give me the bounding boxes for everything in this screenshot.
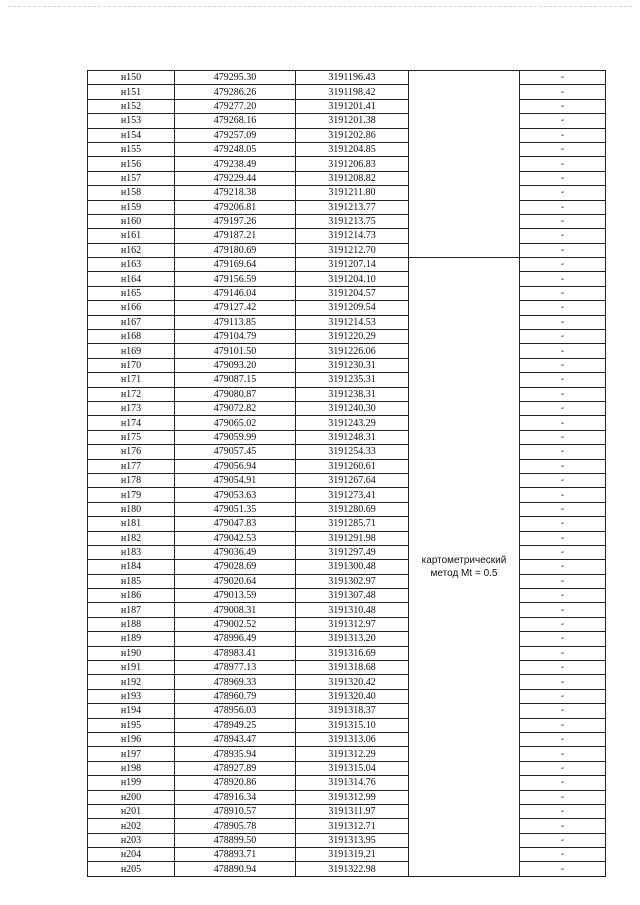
x-coordinate-cell: 478983.41 [175,646,296,660]
x-coordinate-cell: 479036.49 [175,545,296,559]
table-row [88,387,606,401]
x-coordinate-cell: 479042.53 [175,531,296,545]
x-coordinate-cell: 479047.83 [175,517,296,531]
x-coordinate-cell: 478893.71 [175,848,296,862]
point-id-cell: н162 [88,243,175,257]
method-accuracy: метод Mt = 0.5 [430,567,498,579]
table-row [88,488,606,502]
y-coordinate-cell: 3191214.73 [296,229,409,243]
y-coordinate-cell: 3191213.77 [296,200,409,214]
x-coordinate-cell: 479053.63 [175,488,296,502]
point-id-cell: н188 [88,617,175,631]
point-id-cell: н202 [88,819,175,833]
x-coordinate-cell: 479257.09 [175,128,296,142]
y-coordinate-cell: 3191313.06 [296,732,409,746]
x-coordinate-cell: 479020.64 [175,574,296,588]
point-id-cell: н159 [88,200,175,214]
point-id-cell: н158 [88,186,175,200]
y-coordinate-cell: 3191196.43 [296,71,409,85]
scan-header-line [8,6,632,9]
table-row [88,531,606,545]
x-coordinate-cell: 479072.82 [175,401,296,415]
description-cell: - [520,373,606,387]
point-id-cell: н156 [88,157,175,171]
table-row [88,114,606,128]
point-id-cell: н167 [88,315,175,329]
point-id-cell: н184 [88,560,175,574]
table-row [88,848,606,862]
description-cell: - [520,661,606,675]
y-coordinate-cell: 3191204.57 [296,286,409,300]
description-cell: - [520,704,606,718]
point-id-cell: н190 [88,646,175,660]
point-id-cell: н170 [88,358,175,372]
y-coordinate-cell: 3191280.69 [296,502,409,516]
x-coordinate-cell: 478927.89 [175,761,296,775]
x-coordinate-cell: 479008.31 [175,603,296,617]
y-coordinate-cell: 3191313.95 [296,833,409,847]
x-coordinate-cell: 479065.02 [175,416,296,430]
y-coordinate-cell: 3191318.37 [296,704,409,718]
description-cell: - [520,502,606,516]
method-name: картометрический [421,554,507,566]
x-coordinate-cell: 478996.49 [175,632,296,646]
description-cell: - [520,761,606,775]
x-coordinate-cell: 479101.50 [175,344,296,358]
table-row [88,401,606,415]
x-coordinate-cell: 478960.79 [175,689,296,703]
description-cell: - [520,286,606,300]
point-id-cell: н182 [88,531,175,545]
y-coordinate-cell: 3191285.71 [296,517,409,531]
point-id-cell: н169 [88,344,175,358]
y-coordinate-cell: 3191212.70 [296,243,409,257]
x-coordinate-cell: 479013.59 [175,589,296,603]
point-id-cell: н157 [88,171,175,185]
x-coordinate-cell: 479028.69 [175,560,296,574]
point-id-cell: н168 [88,330,175,344]
point-id-cell: н177 [88,459,175,473]
table-row [88,330,606,344]
point-id-cell: н179 [88,488,175,502]
point-id-cell: н185 [88,574,175,588]
y-coordinate-cell: 3191208.82 [296,171,409,185]
y-coordinate-cell: 3191201.41 [296,99,409,113]
description-cell: - [520,358,606,372]
y-coordinate-cell: 3191201.38 [296,114,409,128]
y-coordinate-cell: 3191202.86 [296,128,409,142]
point-id-cell: н187 [88,603,175,617]
x-coordinate-cell: 479002.52 [175,617,296,631]
table-row [88,617,606,631]
y-coordinate-cell: 3191297.49 [296,545,409,559]
description-cell: - [520,128,606,142]
table-row [88,804,606,818]
description-cell: - [520,862,606,876]
y-coordinate-cell: 3191248.31 [296,430,409,444]
y-coordinate-cell: 3191320.40 [296,689,409,703]
table-row [88,315,606,329]
description-cell: - [520,646,606,660]
y-coordinate-cell: 3191320.42 [296,675,409,689]
table-row [88,718,606,732]
point-id-cell: н201 [88,804,175,818]
point-id-cell: н189 [88,632,175,646]
y-coordinate-cell: 3191319.21 [296,848,409,862]
point-id-cell: н180 [88,502,175,516]
table-row [88,761,606,775]
point-id-cell: н199 [88,776,175,790]
point-id-cell: н198 [88,761,175,775]
x-coordinate-cell: 479229.44 [175,171,296,185]
table-row [88,258,606,272]
y-coordinate-cell: 3191313.20 [296,632,409,646]
x-coordinate-cell: 479113.85 [175,315,296,329]
y-coordinate-cell: 3191230.31 [296,358,409,372]
x-coordinate-cell: 478956.03 [175,704,296,718]
y-coordinate-cell: 3191322.98 [296,862,409,876]
description-cell: - [520,387,606,401]
point-id-cell: н165 [88,286,175,300]
x-coordinate-cell: 479295.30 [175,71,296,85]
description-cell: - [520,114,606,128]
coordinates-table-body [88,71,606,877]
point-id-cell: н181 [88,517,175,531]
description-cell: - [520,517,606,531]
y-coordinate-cell: 3191254.33 [296,445,409,459]
y-coordinate-cell: 3191315.04 [296,761,409,775]
table-row [88,732,606,746]
table-row [88,286,606,300]
y-coordinate-cell: 3191312.71 [296,819,409,833]
x-coordinate-cell: 479056.94 [175,459,296,473]
x-coordinate-cell: 478890.94 [175,862,296,876]
y-coordinate-cell: 3191311.97 [296,804,409,818]
table-row [88,675,606,689]
point-id-cell: н186 [88,589,175,603]
point-id-cell: н164 [88,272,175,286]
table-row [88,186,606,200]
y-coordinate-cell: 3191314.76 [296,776,409,790]
point-id-cell: н161 [88,229,175,243]
x-coordinate-cell: 478920.86 [175,776,296,790]
description-cell: - [520,315,606,329]
y-coordinate-cell: 3191260.61 [296,459,409,473]
description-cell: - [520,747,606,761]
x-coordinate-cell: 479087.15 [175,373,296,387]
x-coordinate-cell: 478910.57 [175,804,296,818]
description-cell: - [520,574,606,588]
point-id-cell: н197 [88,747,175,761]
y-coordinate-cell: 3191267.64 [296,473,409,487]
y-coordinate-cell: 3191213.75 [296,214,409,228]
x-coordinate-cell: 478905.78 [175,819,296,833]
y-coordinate-cell: 3191238.31 [296,387,409,401]
table-row [88,430,606,444]
point-id-cell: н171 [88,373,175,387]
description-cell: - [520,790,606,804]
table-row [88,589,606,603]
description-cell: - [520,330,606,344]
table-row [88,128,606,142]
description-cell: - [520,401,606,415]
x-coordinate-cell: 478969.33 [175,675,296,689]
description-cell: - [520,85,606,99]
y-coordinate-cell: 3191312.99 [296,790,409,804]
description-cell: - [520,459,606,473]
table-row [88,344,606,358]
point-id-cell: н193 [88,689,175,703]
description-cell: - [520,200,606,214]
y-coordinate-cell: 3191220.29 [296,330,409,344]
point-id-cell: н200 [88,790,175,804]
description-cell: - [520,603,606,617]
description-cell: - [520,344,606,358]
method-cell [409,258,520,877]
y-coordinate-cell: 3191310.48 [296,603,409,617]
y-coordinate-cell: 3191235.31 [296,373,409,387]
description-cell: - [520,531,606,545]
description-cell: - [520,804,606,818]
description-cell: - [520,675,606,689]
y-coordinate-cell: 3191226.06 [296,344,409,358]
description-cell: - [520,214,606,228]
table-row [88,560,606,574]
x-coordinate-cell: 478899.50 [175,833,296,847]
point-id-cell: н153 [88,114,175,128]
point-id-cell: н176 [88,445,175,459]
y-coordinate-cell: 3191312.97 [296,617,409,631]
y-coordinate-cell: 3191209.54 [296,301,409,315]
coordinates-table [87,70,606,877]
description-cell: - [520,689,606,703]
x-coordinate-cell: 479206.81 [175,200,296,214]
y-coordinate-cell: 3191214.53 [296,315,409,329]
description-cell: - [520,545,606,559]
table-row [88,689,606,703]
y-coordinate-cell: 3191207.14 [296,258,409,272]
table-row [88,819,606,833]
table-row [88,445,606,459]
description-cell: - [520,171,606,185]
table-row [88,272,606,286]
point-id-cell: н196 [88,732,175,746]
x-coordinate-cell: 478916.34 [175,790,296,804]
x-coordinate-cell: 479057.45 [175,445,296,459]
description-cell: - [520,732,606,746]
description-cell: - [520,142,606,156]
y-coordinate-cell: 3191302.97 [296,574,409,588]
x-coordinate-cell: 479277.20 [175,99,296,113]
description-cell: - [520,99,606,113]
x-coordinate-cell: 479187.21 [175,229,296,243]
table-row [88,632,606,646]
x-coordinate-cell: 479059.99 [175,430,296,444]
x-coordinate-cell: 478943.47 [175,732,296,746]
description-cell: - [520,157,606,171]
y-coordinate-cell: 3191318.68 [296,661,409,675]
description-cell: - [520,776,606,790]
point-id-cell: н155 [88,142,175,156]
description-cell: - [520,71,606,85]
table-row [88,157,606,171]
x-coordinate-cell: 479080.87 [175,387,296,401]
table-row [88,704,606,718]
point-id-cell: н175 [88,430,175,444]
table-row [88,862,606,876]
description-cell: - [520,560,606,574]
y-coordinate-cell: 3191307.48 [296,589,409,603]
y-coordinate-cell: 3191312.29 [296,747,409,761]
x-coordinate-cell: 479093.20 [175,358,296,372]
point-id-cell: н203 [88,833,175,847]
x-coordinate-cell: 479054.91 [175,473,296,487]
description-cell: - [520,229,606,243]
description-cell: - [520,833,606,847]
description-cell: - [520,301,606,315]
y-coordinate-cell: 3191291.98 [296,531,409,545]
description-cell: - [520,819,606,833]
table-row [88,574,606,588]
point-id-cell: н195 [88,718,175,732]
x-coordinate-cell: 479218.38 [175,186,296,200]
table-row [88,71,606,85]
table-row [88,603,606,617]
x-coordinate-cell: 479146.04 [175,286,296,300]
x-coordinate-cell: 479268.16 [175,114,296,128]
description-cell: - [520,258,606,272]
point-id-cell: н150 [88,71,175,85]
y-coordinate-cell: 3191273.41 [296,488,409,502]
table-row [88,473,606,487]
y-coordinate-cell: 3191315.10 [296,718,409,732]
point-id-cell: н191 [88,661,175,675]
description-cell: - [520,718,606,732]
description-cell: - [520,617,606,631]
table-row [88,661,606,675]
x-coordinate-cell: 479051.35 [175,502,296,516]
x-coordinate-cell: 478935.94 [175,747,296,761]
table-row [88,142,606,156]
point-id-cell: н173 [88,401,175,415]
point-id-cell: н154 [88,128,175,142]
point-id-cell: н160 [88,214,175,228]
description-cell: - [520,416,606,430]
point-id-cell: н205 [88,862,175,876]
x-coordinate-cell: 479180.69 [175,243,296,257]
point-id-cell: н152 [88,99,175,113]
x-coordinate-cell: 479127.42 [175,301,296,315]
x-coordinate-cell: 479156.59 [175,272,296,286]
y-coordinate-cell: 3191206.83 [296,157,409,171]
y-coordinate-cell: 3191204.10 [296,272,409,286]
table-row [88,747,606,761]
x-coordinate-cell: 478977.13 [175,661,296,675]
method-cell-upper [409,71,520,258]
description-cell: - [520,430,606,444]
x-coordinate-cell: 479286.26 [175,85,296,99]
point-id-cell: н151 [88,85,175,99]
table-row [88,545,606,559]
description-cell: - [520,589,606,603]
table-row [88,833,606,847]
y-coordinate-cell: 3191211.80 [296,186,409,200]
point-id-cell: н192 [88,675,175,689]
point-id-cell: н163 [88,258,175,272]
point-id-cell: н204 [88,848,175,862]
description-cell: - [520,848,606,862]
table-row [88,301,606,315]
x-coordinate-cell: 478949.25 [175,718,296,732]
description-cell: - [520,243,606,257]
table-row [88,171,606,185]
table-row [88,517,606,531]
x-coordinate-cell: 479104.79 [175,330,296,344]
x-coordinate-cell: 479169.64 [175,258,296,272]
table-row [88,99,606,113]
description-cell: - [520,473,606,487]
table-row [88,358,606,372]
x-coordinate-cell: 479197.26 [175,214,296,228]
y-coordinate-cell: 3191316.69 [296,646,409,660]
x-coordinate-cell: 479248.05 [175,142,296,156]
description-cell: - [520,272,606,286]
table-row [88,229,606,243]
point-id-cell: н194 [88,704,175,718]
description-cell: - [520,488,606,502]
y-coordinate-cell: 3191243.29 [296,416,409,430]
description-cell: - [520,632,606,646]
point-id-cell: н166 [88,301,175,315]
point-id-cell: н183 [88,545,175,559]
description-cell: - [520,445,606,459]
y-coordinate-cell: 3191204.85 [296,142,409,156]
table-row [88,243,606,257]
table-row [88,459,606,473]
table-row [88,373,606,387]
description-cell: - [520,186,606,200]
y-coordinate-cell: 3191198.42 [296,85,409,99]
table-row [88,85,606,99]
table-row [88,214,606,228]
table-row [88,416,606,430]
table-row [88,502,606,516]
table-row [88,200,606,214]
point-id-cell: н172 [88,387,175,401]
x-coordinate-cell: 479238.49 [175,157,296,171]
table-row [88,776,606,790]
y-coordinate-cell: 3191240.30 [296,401,409,415]
y-coordinate-cell: 3191300.48 [296,560,409,574]
point-id-cell: н178 [88,473,175,487]
table-row [88,790,606,804]
point-id-cell: н174 [88,416,175,430]
table-row [88,646,606,660]
